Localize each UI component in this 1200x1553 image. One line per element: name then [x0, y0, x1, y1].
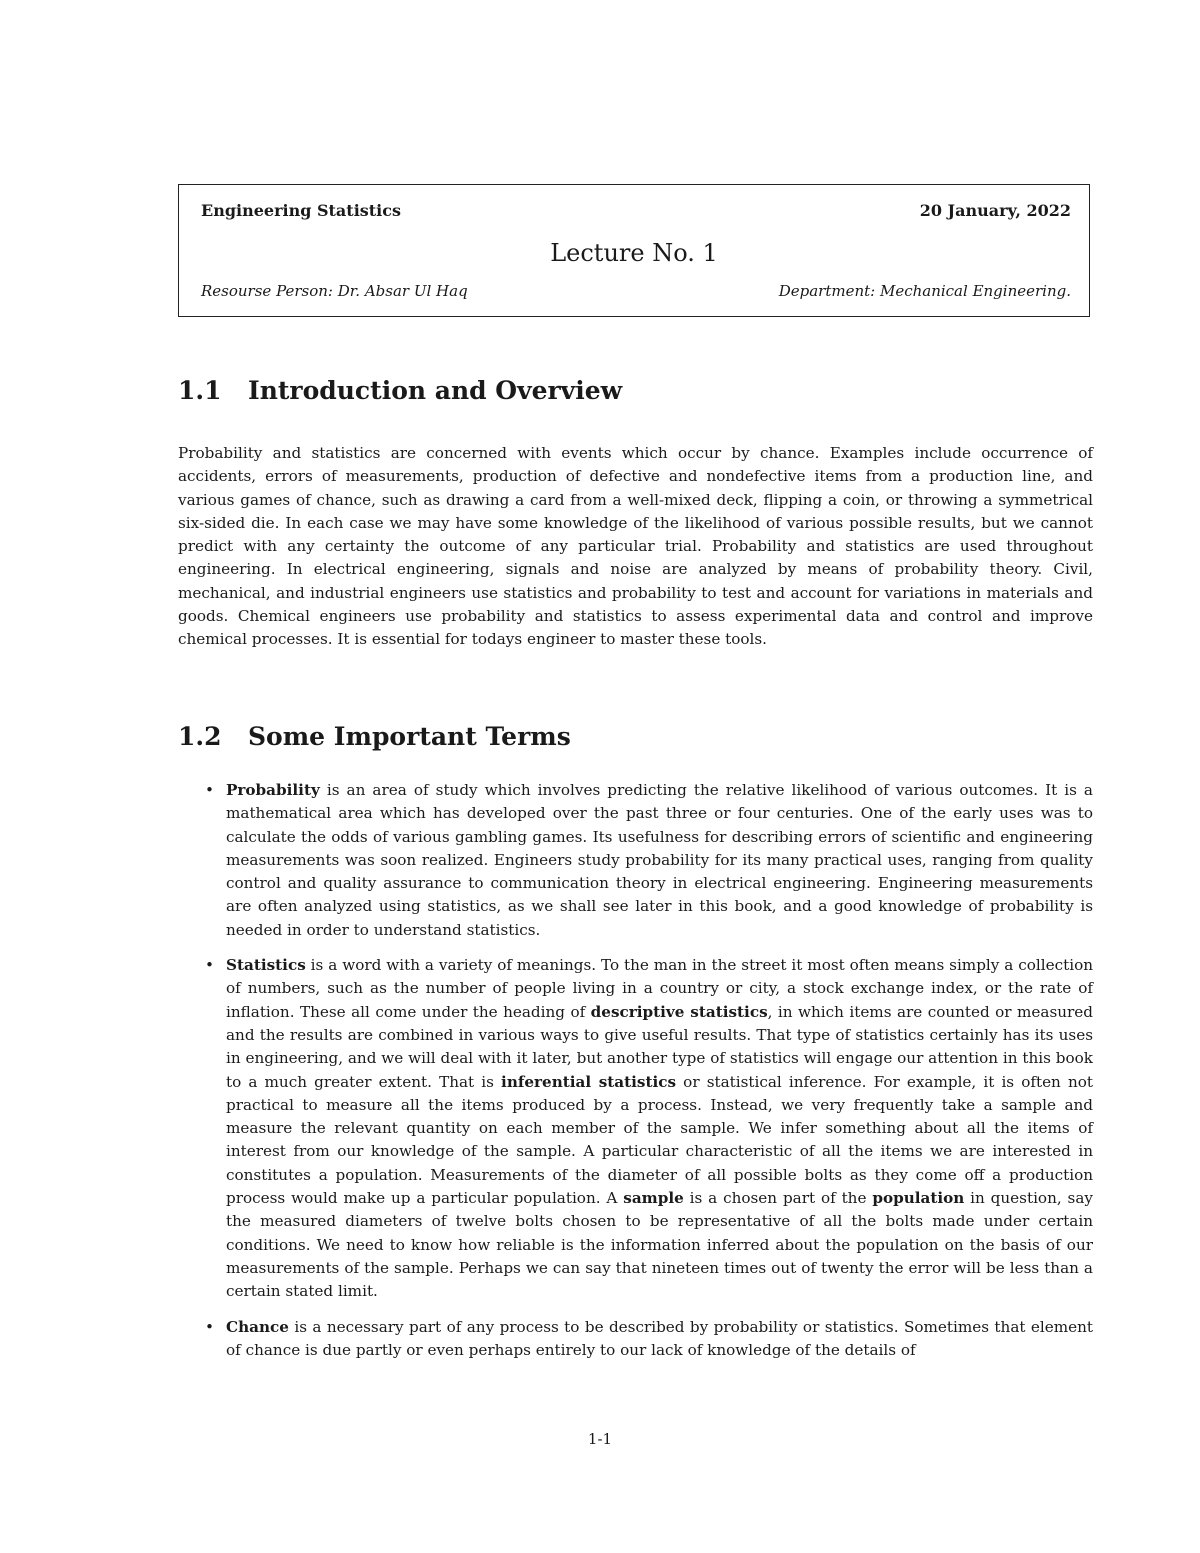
term-description: or statistical inference. For example, it is often not practical to measure all the items produced by a process. Instead, we very frequently take a sample and measure the relevant quantity on each member of the sample. We infer something about all the items of interest from our knowledge of the sample. A particular characteristic of all the items we are interested in constitutes a population. Measurements of the diameter of all possible bolts as they come off a production process would make up a particular population. A [226, 1072, 1093, 1208]
term-description: is an area of study which involves predicting the relative likelihood of various outcomes. It is a mathematical area which has developed over the past three or four centuries. One of the early uses was to calculate the odds of various gambling games. Its usefulness for describing errors of scientific and engineering measurements was soon realized. Engineers study probability for its many practical uses, ranging from quality control and quality assurance to communication theory in electrical engineering. Engineering measurements are often analyzed using statistics, as we shall see later in this book, and a good knowledge of probability is needed in order to understand statistics. [226, 781, 1093, 939]
section-number: 1.1 [178, 376, 222, 405]
lecture-header-box [178, 184, 1090, 317]
term-description: is a necessary part of any process to be described by probability or statistics. Sometimes that element of chance is due partly or even perhaps entirely to our lack of knowledge of the details of [226, 1317, 1093, 1359]
bullet-icon: • [205, 1317, 214, 1336]
term-description: in question, say the measured diameters of twelve bolts chosen to be representative of all the bolts made under certain conditions. We need to know how reliable is the information inferred about the population on the basis of our measurements of the sample. Perhaps we can say that nineteen times out of twenty the error will be less than a certain stated limit. [226, 1189, 1093, 1301]
resource-person: Resourse Person: Dr. Absar Ul Haq [201, 282, 468, 300]
department: Department: Mechanical Engineering. [778, 282, 1071, 300]
term-item-probability [203, 779, 1093, 942]
page-number: 1-1 [587, 1430, 613, 1448]
section-heading-introduction [178, 376, 622, 405]
term-description: is a word with a variety of meanings. To the man in the street it most often means simply a collection of numbers, such as the number of people living in a country or city, a stock exchange index, or the rate of inflation. These all come under the heading of [226, 956, 1093, 1021]
bullet-icon: • [205, 956, 214, 975]
term-inferential-statistics: inferential statistics [501, 1072, 677, 1091]
section-number: 1.2 [178, 722, 222, 751]
section-title-text: Introduction and Overview [248, 376, 623, 405]
header-top-row [201, 201, 1071, 220]
term-population: population [872, 1189, 965, 1208]
lecture-title: Lecture No. 1 [550, 239, 718, 267]
section-title-text: Some Important Terms [248, 722, 571, 751]
term-name: Chance [226, 1317, 289, 1336]
header-bottom-row [201, 282, 1071, 300]
term-description: , in which items are counted or measured and the results are combined in various ways to give useful results. That type of statistics certainly has its uses in engineering, and we will deal with it later, but another type of statistics will engage our attention in this book to a much greater extent. That is [226, 1002, 1093, 1091]
term-name: Probability [226, 781, 320, 799]
term-item-statistics [203, 954, 1093, 1303]
lecture-date: 20 January, 2022 [919, 201, 1071, 220]
bullet-icon: • [205, 781, 214, 799]
introduction-paragraph: Probability and statistics are concerned with events which occur by chance. Examples include occurrence of accidents, errors of measurements, production of defective and nondefective items from a production line, and various games of chance, such as drawing a card from a well-mixed deck, flipping a coin, or throwing a symmetrical six-sided die. In each case we may have some knowledge of the likelihood of various possible results, but we cannot predict with any certainty the outcome of any particular trial. Probability and statistics are used throughout engineering. In electrical engineering, signals and noise are analyzed by means of probability theory. Civil, mechanical, and industrial engineers use statistics and probability to test and account for variations in materials and goods. Chemical engineers use probability and statistics to assess experimental data and control and improve chemical processes. It is essential for todays engineer to master these tools. [178, 444, 1093, 649]
terms-list [203, 779, 1093, 1374]
term-item-chance [203, 1316, 1093, 1363]
term-name: Statistics [226, 956, 306, 975]
term-descriptive-statistics: descriptive statistics [590, 1002, 768, 1021]
term-sample: sample [623, 1189, 684, 1208]
section-heading-important-terms [178, 722, 571, 751]
term-description: is a chosen part of the [683, 1189, 873, 1208]
course-name: Engineering Statistics [201, 201, 401, 220]
